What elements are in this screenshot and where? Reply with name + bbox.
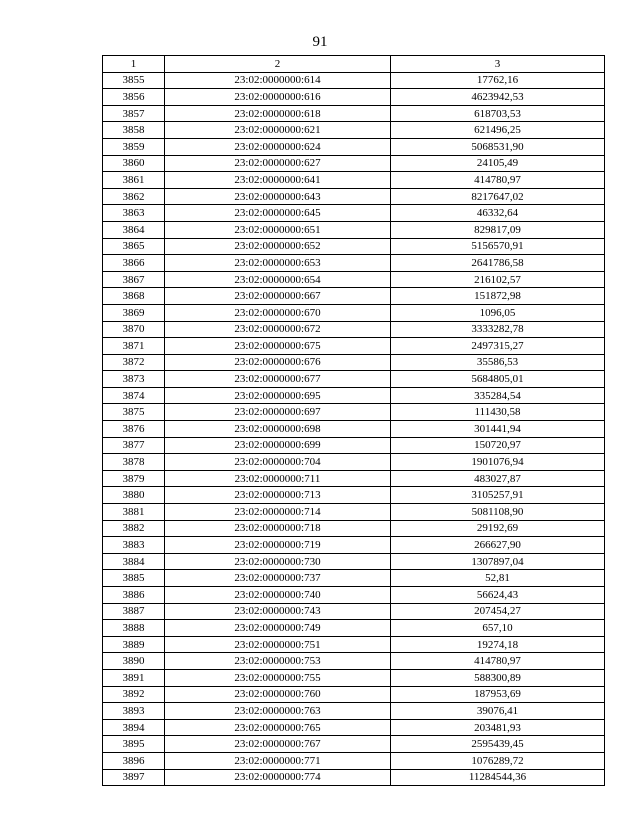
value-cell: 35586,53 <box>391 354 605 371</box>
row-number-cell: 3877 <box>103 437 165 454</box>
cadastral-number-cell: 23:02:0000000:641 <box>165 172 391 189</box>
table-row <box>103 769 605 786</box>
cadastral-number-cell: 23:02:0000000:621 <box>165 122 391 139</box>
table-row <box>103 221 605 238</box>
row-number-cell: 3892 <box>103 686 165 703</box>
table-body <box>103 72 605 786</box>
value-cell: 203481,93 <box>391 719 605 736</box>
row-number-cell: 3872 <box>103 354 165 371</box>
cadastral-number-cell: 23:02:0000000:743 <box>165 603 391 620</box>
table-row <box>103 155 605 172</box>
table-row <box>103 454 605 471</box>
row-number-cell: 3884 <box>103 553 165 570</box>
cadastral-number-cell: 23:02:0000000:714 <box>165 504 391 521</box>
table-row <box>103 387 605 404</box>
row-number-cell: 3888 <box>103 620 165 637</box>
value-cell: 56624,43 <box>391 587 605 604</box>
data-table <box>102 55 605 786</box>
row-number-cell: 3876 <box>103 421 165 438</box>
table-row <box>103 587 605 604</box>
table-row <box>103 736 605 753</box>
row-number-cell: 3857 <box>103 105 165 122</box>
cadastral-number-cell: 23:02:0000000:765 <box>165 719 391 736</box>
row-number-cell: 3896 <box>103 752 165 769</box>
cadastral-number-cell: 23:02:0000000:672 <box>165 321 391 338</box>
value-cell: 5081108,90 <box>391 504 605 521</box>
table-row <box>103 553 605 570</box>
value-cell: 5068531,90 <box>391 138 605 155</box>
value-cell: 3105257,91 <box>391 487 605 504</box>
cadastral-number-cell: 23:02:0000000:643 <box>165 188 391 205</box>
row-number-cell: 3867 <box>103 271 165 288</box>
cadastral-number-cell: 23:02:0000000:755 <box>165 669 391 686</box>
table-row <box>103 72 605 89</box>
row-number-cell: 3886 <box>103 587 165 604</box>
table-row <box>103 188 605 205</box>
table-row <box>103 288 605 305</box>
cadastral-number-cell: 23:02:0000000:677 <box>165 371 391 388</box>
cadastral-number-cell: 23:02:0000000:698 <box>165 421 391 438</box>
table-row <box>103 487 605 504</box>
cadastral-number-cell: 23:02:0000000:767 <box>165 736 391 753</box>
value-cell: 8217647,02 <box>391 188 605 205</box>
row-number-cell: 3864 <box>103 221 165 238</box>
cadastral-number-cell: 23:02:0000000:654 <box>165 271 391 288</box>
cadastral-number-cell: 23:02:0000000:719 <box>165 537 391 554</box>
value-cell: 1307897,04 <box>391 553 605 570</box>
row-number-cell: 3855 <box>103 72 165 89</box>
value-cell: 1096,05 <box>391 304 605 321</box>
row-number-cell: 3894 <box>103 719 165 736</box>
value-cell: 335284,54 <box>391 387 605 404</box>
cadastral-number-cell: 23:02:0000000:624 <box>165 138 391 155</box>
row-number-cell: 3866 <box>103 255 165 272</box>
value-cell: 11284544,36 <box>391 769 605 786</box>
table-row <box>103 354 605 371</box>
table-row <box>103 138 605 155</box>
row-number-cell: 3869 <box>103 304 165 321</box>
cadastral-number-cell: 23:02:0000000:645 <box>165 205 391 222</box>
table-row <box>103 205 605 222</box>
row-number-cell: 3865 <box>103 238 165 255</box>
value-cell: 2497315,27 <box>391 338 605 355</box>
table-row <box>103 686 605 703</box>
table-row <box>103 620 605 637</box>
cadastral-number-cell: 23:02:0000000:718 <box>165 520 391 537</box>
cadastral-number-cell: 23:02:0000000:618 <box>165 105 391 122</box>
row-number-cell: 3856 <box>103 89 165 106</box>
table-row <box>103 105 605 122</box>
value-cell: 414780,97 <box>391 172 605 189</box>
row-number-cell: 3895 <box>103 736 165 753</box>
column-header-1: 1 <box>103 56 165 73</box>
cadastral-number-cell: 23:02:0000000:713 <box>165 487 391 504</box>
row-number-cell: 3889 <box>103 636 165 653</box>
row-number-cell: 3885 <box>103 570 165 587</box>
cadastral-number-cell: 23:02:0000000:652 <box>165 238 391 255</box>
row-number-cell: 3890 <box>103 653 165 670</box>
cadastral-number-cell: 23:02:0000000:711 <box>165 470 391 487</box>
value-cell: 5156570,91 <box>391 238 605 255</box>
value-cell: 2641786,58 <box>391 255 605 272</box>
cadastral-number-cell: 23:02:0000000:774 <box>165 769 391 786</box>
row-number-cell: 3859 <box>103 138 165 155</box>
page-number: 91 <box>312 34 328 50</box>
row-number-cell: 3887 <box>103 603 165 620</box>
value-cell: 4623942,53 <box>391 89 605 106</box>
row-number-cell: 3882 <box>103 520 165 537</box>
value-cell: 207454,27 <box>391 603 605 620</box>
table-row <box>103 653 605 670</box>
value-cell: 829817,09 <box>391 221 605 238</box>
column-header-2: 2 <box>165 56 391 73</box>
table-row <box>103 504 605 521</box>
row-number-cell: 3860 <box>103 155 165 172</box>
cadastral-number-cell: 23:02:0000000:697 <box>165 404 391 421</box>
value-cell: 46332,64 <box>391 205 605 222</box>
table-row <box>103 238 605 255</box>
value-cell: 52,81 <box>391 570 605 587</box>
cadastral-number-cell: 23:02:0000000:751 <box>165 636 391 653</box>
row-number-cell: 3879 <box>103 470 165 487</box>
value-cell: 3333282,78 <box>391 321 605 338</box>
cadastral-number-cell: 23:02:0000000:614 <box>165 72 391 89</box>
value-cell: 150720,97 <box>391 437 605 454</box>
row-number-cell: 3870 <box>103 321 165 338</box>
value-cell: 414780,97 <box>391 653 605 670</box>
cadastral-number-cell: 23:02:0000000:676 <box>165 354 391 371</box>
value-cell: 2595439,45 <box>391 736 605 753</box>
value-cell: 216102,57 <box>391 271 605 288</box>
row-number-cell: 3873 <box>103 371 165 388</box>
table-row <box>103 470 605 487</box>
value-cell: 111430,58 <box>391 404 605 421</box>
column-header-3: 3 <box>391 56 605 73</box>
cadastral-number-cell: 23:02:0000000:749 <box>165 620 391 637</box>
table-row <box>103 89 605 106</box>
value-cell: 151872,98 <box>391 288 605 305</box>
row-number-cell: 3891 <box>103 669 165 686</box>
row-number-cell: 3897 <box>103 769 165 786</box>
value-cell: 618703,53 <box>391 105 605 122</box>
cadastral-number-cell: 23:02:0000000:616 <box>165 89 391 106</box>
row-number-cell: 3875 <box>103 404 165 421</box>
table-row <box>103 338 605 355</box>
cadastral-number-cell: 23:02:0000000:771 <box>165 752 391 769</box>
cadastral-number-cell: 23:02:0000000:675 <box>165 338 391 355</box>
table-row <box>103 636 605 653</box>
row-number-cell: 3871 <box>103 338 165 355</box>
row-number-cell: 3861 <box>103 172 165 189</box>
table-row <box>103 520 605 537</box>
cadastral-number-cell: 23:02:0000000:763 <box>165 703 391 720</box>
value-cell: 24105,49 <box>391 155 605 172</box>
value-cell: 5684805,01 <box>391 371 605 388</box>
value-cell: 483027,87 <box>391 470 605 487</box>
row-number-cell: 3874 <box>103 387 165 404</box>
value-cell: 1076289,72 <box>391 752 605 769</box>
table-row <box>103 603 605 620</box>
table-row <box>103 437 605 454</box>
row-number-cell: 3881 <box>103 504 165 521</box>
cadastral-number-cell: 23:02:0000000:753 <box>165 653 391 670</box>
value-cell: 29192,69 <box>391 520 605 537</box>
table-row <box>103 421 605 438</box>
table-row <box>103 752 605 769</box>
cadastral-number-cell: 23:02:0000000:651 <box>165 221 391 238</box>
cadastral-number-cell: 23:02:0000000:760 <box>165 686 391 703</box>
cadastral-number-cell: 23:02:0000000:695 <box>165 387 391 404</box>
table-row <box>103 719 605 736</box>
value-cell: 621496,25 <box>391 122 605 139</box>
table-row <box>103 570 605 587</box>
table-row <box>103 537 605 554</box>
row-number-cell: 3858 <box>103 122 165 139</box>
cadastral-number-cell: 23:02:0000000:667 <box>165 288 391 305</box>
cadastral-number-cell: 23:02:0000000:627 <box>165 155 391 172</box>
table-row <box>103 271 605 288</box>
row-number-cell: 3868 <box>103 288 165 305</box>
table-row <box>103 703 605 720</box>
value-cell: 39076,41 <box>391 703 605 720</box>
cadastral-number-cell: 23:02:0000000:699 <box>165 437 391 454</box>
value-cell: 17762,16 <box>391 72 605 89</box>
cadastral-number-cell: 23:02:0000000:730 <box>165 553 391 570</box>
table-row <box>103 404 605 421</box>
table-row <box>103 172 605 189</box>
table-row <box>103 304 605 321</box>
value-cell: 657,10 <box>391 620 605 637</box>
cadastral-number-cell: 23:02:0000000:653 <box>165 255 391 272</box>
cadastral-number-cell: 23:02:0000000:737 <box>165 570 391 587</box>
table-header-row <box>103 56 605 73</box>
row-number-cell: 3878 <box>103 454 165 471</box>
value-cell: 187953,69 <box>391 686 605 703</box>
value-cell: 266627,90 <box>391 537 605 554</box>
row-number-cell: 3863 <box>103 205 165 222</box>
table-row <box>103 255 605 272</box>
cadastral-number-cell: 23:02:0000000:670 <box>165 304 391 321</box>
table-row <box>103 669 605 686</box>
row-number-cell: 3880 <box>103 487 165 504</box>
value-cell: 301441,94 <box>391 421 605 438</box>
table-row <box>103 371 605 388</box>
row-number-cell: 3883 <box>103 537 165 554</box>
row-number-cell: 3893 <box>103 703 165 720</box>
table-row <box>103 321 605 338</box>
value-cell: 19274,18 <box>391 636 605 653</box>
value-cell: 588300,89 <box>391 669 605 686</box>
row-number-cell: 3862 <box>103 188 165 205</box>
cadastral-number-cell: 23:02:0000000:740 <box>165 587 391 604</box>
value-cell: 1901076,94 <box>391 454 605 471</box>
cadastral-number-cell: 23:02:0000000:704 <box>165 454 391 471</box>
table-row <box>103 122 605 139</box>
